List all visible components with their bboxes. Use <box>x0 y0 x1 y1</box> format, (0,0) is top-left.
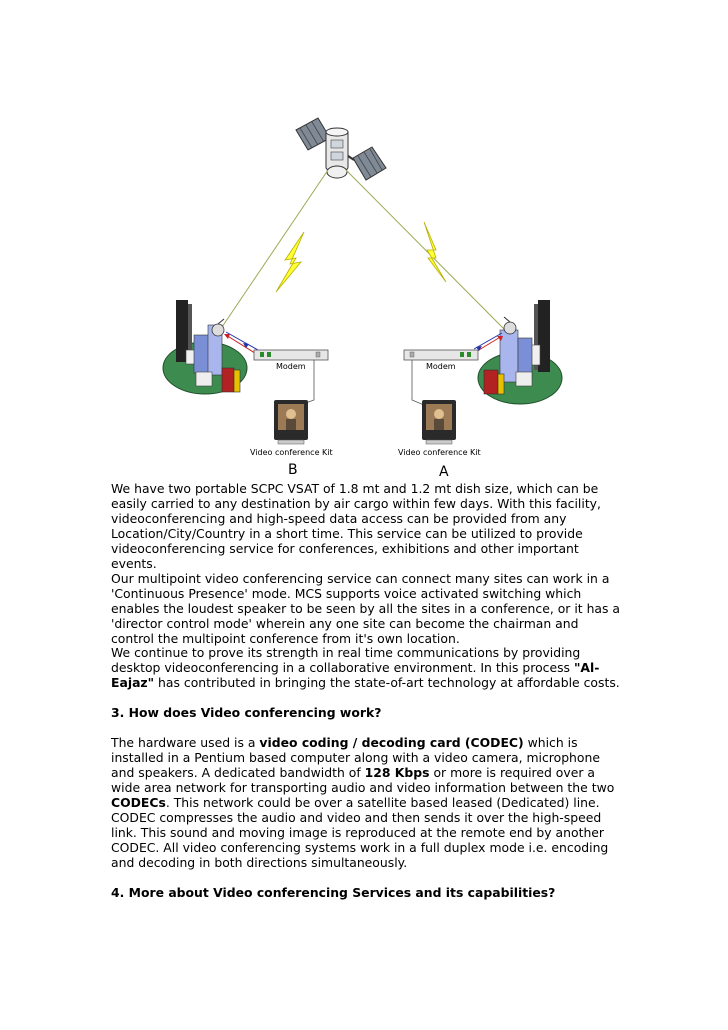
modem-a-label: Modem <box>426 362 456 371</box>
heading-more-about: 4. More about Video conferencing Services and its capabilities? <box>111 884 556 900</box>
video-conference-kit-b-icon <box>274 400 308 444</box>
hardware-text-4: . This network could be over a satellite based leased (Dedicated) line. CODEC compresses the audio and video and then sends it over the high-speed link. This sound and moving image is reproduced at the remote end by another CODEC. All video conferencing systems work in a full duplex mode i.e. encoding and decoding in both directions simultaneously. <box>111 795 609 870</box>
paragraph-collaborative-end: has contributed in bringing the state-of-art technology at affordable costs. <box>154 675 620 691</box>
company-name: "Al-Eajaz" <box>111 660 600 691</box>
site-a-label: A <box>439 464 449 480</box>
paragraph-collaborative <box>111 646 621 691</box>
site-b-buildings <box>163 300 247 394</box>
hardware-text-3: or more is required over a wide area network for transporting audio and video information between the two <box>111 765 615 796</box>
paragraph-collaborative-text: We continue to prove its strength in real time communications by providing desktop videoconferencing in a collaborative environment. In this process <box>111 645 581 676</box>
satellite-icon <box>296 118 386 180</box>
codecs-term: CODECs <box>111 795 166 811</box>
kit-b-label: Video conference Kit <box>250 448 333 457</box>
modem-b-label: Modem <box>276 362 306 371</box>
paragraph-vsat: We have two portable SCPC VSAT of 1.8 mt and 1.2 mt dish size, which can be easily carried to any destination by air cargo within few days. With this facility, videoconferencing and high-speed data access can be provided from any Location/City/Country in a short time. This service can be utilized to provide videoconferencing service for conferences, exhibitions and other important events. <box>111 481 601 571</box>
paragraph-multipoint: Our multipoint video conferencing service can connect many sites can work in a 'Continuous Presence' mode. MCS supports voice activated switching which enables the loudest speaker to be seen by all the sites in a conference, or it has a 'director control mode' wherein any one site can become the chairman and control the multipoint conference from it's own location. <box>111 570 621 646</box>
kit-a-label: Video conference Kit <box>398 448 481 457</box>
document-body <box>111 482 621 901</box>
hardware-text-2: which is installed in a Pentium based computer along with a video camera, microphone and speakers. A dedicated bandwidth of <box>111 735 600 781</box>
codec-card-term: video coding / decoding card (CODEC) <box>259 735 524 751</box>
vsat-network-diagram <box>0 0 728 482</box>
modem-a-icon <box>404 350 478 360</box>
bandwidth-term: 128 Kbps <box>364 765 430 781</box>
heading-how-it-works: 3. How does Video conferencing work? <box>111 705 382 721</box>
site-b-label: B <box>288 462 298 478</box>
uplink-line-a <box>346 170 505 330</box>
modem-b-icon <box>254 350 328 360</box>
video-conference-kit-a-icon <box>422 400 456 444</box>
uplink-line-b <box>220 170 328 330</box>
hardware-text-1: The hardware used is a <box>111 735 260 751</box>
paragraph-hardware <box>111 736 621 871</box>
